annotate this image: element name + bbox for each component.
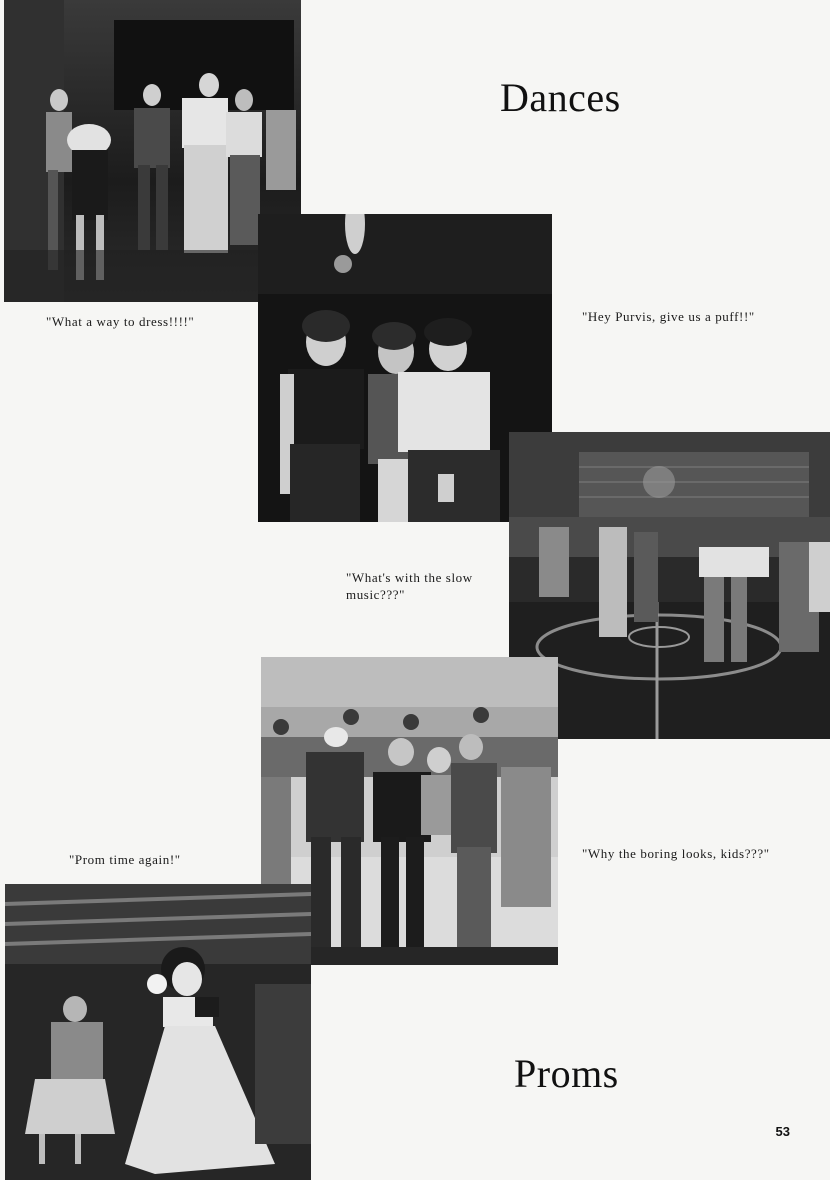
- page-number: 53: [775, 1124, 790, 1139]
- photo-prom-dancers: [5, 884, 311, 1180]
- caption-slow-music-line1: "What's with the slow: [346, 570, 473, 585]
- caption-prom: "Prom time again!": [69, 852, 181, 867]
- dances-heading: Dances: [500, 75, 621, 120]
- proms-heading: Proms: [514, 1051, 619, 1096]
- photo-dancers-top-left: [4, 0, 301, 302]
- photo-three-girls: [258, 214, 552, 522]
- caption-slow-music-line2: music???": [346, 587, 406, 602]
- caption-boring: "Why the boring looks, kids???": [582, 846, 770, 861]
- caption-purvis: "Hey Purvis, give us a puff!!": [582, 309, 755, 324]
- caption-dress: "What a way to dress!!!!": [46, 314, 195, 329]
